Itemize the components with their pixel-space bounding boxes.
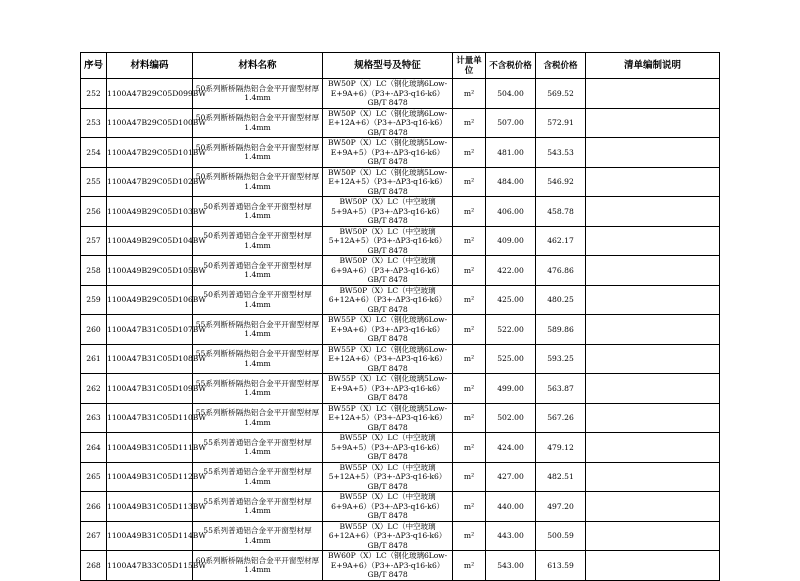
pre-tax-price: 425.00 — [486, 285, 536, 315]
spec-features: BW50P（X）LC（中空玻璃5+12A+5）（P3+-ΔP3-q16-k6）GB/T 8478 — [323, 226, 453, 256]
material-name: 60系列断桥隔热铝合金平开窗型材厚1.4mm — [193, 551, 323, 581]
table-row — [81, 403, 720, 433]
table-row — [81, 521, 720, 551]
note-cell — [586, 462, 720, 492]
note-cell — [586, 374, 720, 404]
row-number: 259 — [81, 285, 107, 315]
spec-features: BW55P（X）LC（中空玻璃6+12A+6）（P3+-ΔP3-q16-k6）GB/T 8478 — [323, 521, 453, 551]
pre-tax-price: 443.00 — [486, 521, 536, 551]
table-row — [81, 108, 720, 138]
pre-tax-price: 522.00 — [486, 315, 536, 345]
pre-tax-price: 424.00 — [486, 433, 536, 463]
spec-features: BW55P（X）LC（钢化玻璃6Low-E+9A+6）（P3+-ΔP3-q16-k6）GB/T 8478 — [323, 315, 453, 345]
note-cell — [586, 403, 720, 433]
row-number: 255 — [81, 167, 107, 197]
note-cell — [586, 492, 720, 522]
unit-of-measure: m² — [453, 197, 486, 227]
spec-features: BW55P（X）LC（中空玻璃6+9A+6）（P3+-ΔP3-q16-k6）GB/T 8478 — [323, 492, 453, 522]
material-name: 50系列普通铝合金平开窗型材厚1.4mm — [193, 226, 323, 256]
table-row — [81, 315, 720, 345]
pre-tax-price: 427.00 — [486, 462, 536, 492]
material-name: 55系列普通铝合金平开窗型材厚1.4mm — [193, 492, 323, 522]
unit-of-measure: m² — [453, 226, 486, 256]
material-name: 50系列普通铝合金平开窗型材厚1.4mm — [193, 256, 323, 286]
header-note: 清单编制说明 — [586, 53, 720, 79]
row-number: 256 — [81, 197, 107, 227]
table-row — [81, 79, 720, 109]
unit-of-measure: m² — [453, 521, 486, 551]
unit-of-measure: m² — [453, 403, 486, 433]
spec-features: BW50P（X）LC（钢化玻璃6Low-E+9A+6）（P3+-ΔP3-q16-k6）GB/T 8478 — [323, 79, 453, 109]
material-name: 50系列断桥隔热铝合金平开窗型材厚1.4mm — [193, 79, 323, 109]
pre-tax-price: 406.00 — [486, 197, 536, 227]
row-number: 263 — [81, 403, 107, 433]
table-row — [81, 344, 720, 374]
pre-tax-price: 440.00 — [486, 492, 536, 522]
material-name: 50系列普通铝合金平开窗型材厚1.4mm — [193, 197, 323, 227]
pre-tax-price: 502.00 — [486, 403, 536, 433]
spec-features: BW50P（X）LC（中空玻璃6+12A+6）（P3+-ΔP3-q16-k6）GB/T 8478 — [323, 285, 453, 315]
row-number: 267 — [81, 521, 107, 551]
material-code: 1100A49B29C05D106BW — [107, 285, 193, 315]
unit-of-measure: m² — [453, 138, 486, 168]
tax-incl-price: 546.92 — [536, 167, 586, 197]
material-name: 55系列断桥隔热铝合金平开窗型材厚1.4mm — [193, 403, 323, 433]
material-name: 55系列普通铝合金平开窗型材厚1.4mm — [193, 433, 323, 463]
pre-tax-price: 543.00 — [486, 551, 536, 581]
material-name: 55系列断桥隔热铝合金平开窗型材厚1.4mm — [193, 315, 323, 345]
spec-features: BW55P（X）LC（中空玻璃5+12A+5）（P3+-ΔP3-q16-k6）GB/T 8478 — [323, 462, 453, 492]
tax-incl-price: 500.59 — [536, 521, 586, 551]
table-row — [81, 226, 720, 256]
material-code: 1100A49B29C05D105BW — [107, 256, 193, 286]
tax-incl-price: 458.78 — [536, 197, 586, 227]
row-number: 266 — [81, 492, 107, 522]
spec-features: BW50P（X）LC（中空玻璃5+9A+5）（P3+-ΔP3-q16-k6）GB/T 8478 — [323, 197, 453, 227]
table-row — [81, 374, 720, 404]
unit-of-measure: m² — [453, 344, 486, 374]
row-number: 265 — [81, 462, 107, 492]
material-name: 50系列断桥隔热铝合金平开窗型材厚1.4mm — [193, 108, 323, 138]
material-name: 50系列断桥隔热铝合金平开窗型材厚1.4mm — [193, 167, 323, 197]
unit-of-measure: m² — [453, 433, 486, 463]
table-row — [81, 285, 720, 315]
unit-of-measure: m² — [453, 374, 486, 404]
tax-incl-price: 480.25 — [536, 285, 586, 315]
pre-tax-price: 504.00 — [486, 79, 536, 109]
unit-of-measure: m² — [453, 462, 486, 492]
row-number: 262 — [81, 374, 107, 404]
row-number: 258 — [81, 256, 107, 286]
row-number: 253 — [81, 108, 107, 138]
material-code: 1100A47B31C05D109BW — [107, 374, 193, 404]
spec-features: BW60P（X）LC（钢化玻璃6Low-E+9A+6）（P3+-ΔP3-q16-k6）GB/T 8478 — [323, 551, 453, 581]
tax-incl-price: 479.12 — [536, 433, 586, 463]
tax-incl-price: 543.53 — [536, 138, 586, 168]
unit-of-measure: m² — [453, 492, 486, 522]
tax-incl-price: 572.91 — [536, 108, 586, 138]
table-row — [81, 551, 720, 581]
header-pre-tax-price: 不含税价格 — [486, 53, 536, 79]
header-row — [81, 53, 720, 79]
spec-features: BW50P（X）LC（钢化玻璃6Low-E+12A+6）（P3+-ΔP3-q16-k6）GB/T 8478 — [323, 108, 453, 138]
unit-of-measure: m² — [453, 551, 486, 581]
row-number: 257 — [81, 226, 107, 256]
header-tax-incl-price: 含税价格 — [536, 53, 586, 79]
table-row — [81, 462, 720, 492]
spec-features: BW50P（X）LC（中空玻璃6+9A+6）（P3+-ΔP3-q16-k6）GB/T 8478 — [323, 256, 453, 286]
material-code: 1100A47B31C05D110BW — [107, 403, 193, 433]
note-cell — [586, 197, 720, 227]
material-name: 50系列断桥隔热铝合金平开窗型材厚1.4mm — [193, 138, 323, 168]
material-name: 55系列断桥隔热铝合金平开窗型材厚1.4mm — [193, 344, 323, 374]
header-spec: 规格型号及特征 — [323, 53, 453, 79]
material-code: 1100A47B29C05D101BW — [107, 138, 193, 168]
tax-incl-price: 476.86 — [536, 256, 586, 286]
tax-incl-price: 569.52 — [536, 79, 586, 109]
material-code: 1100A49B31C05D113BW — [107, 492, 193, 522]
pre-tax-price: 481.00 — [486, 138, 536, 168]
material-code: 1100A49B29C05D104BW — [107, 226, 193, 256]
header-name: 材料名称 — [193, 53, 323, 79]
spec-features: BW50P（X）LC（钢化玻璃5Low-E+12A+5）（P3+-ΔP3-q16-k6）GB/T 8478 — [323, 167, 453, 197]
row-number: 260 — [81, 315, 107, 345]
note-cell — [586, 108, 720, 138]
material-code: 1100A49B31C05D112BW — [107, 462, 193, 492]
row-number: 268 — [81, 551, 107, 581]
pre-tax-price: 409.00 — [486, 226, 536, 256]
unit-of-measure: m² — [453, 108, 486, 138]
pre-tax-price: 422.00 — [486, 256, 536, 286]
unit-of-measure: m² — [453, 285, 486, 315]
material-name: 55系列断桥隔热铝合金平开窗型材厚1.4mm — [193, 374, 323, 404]
tax-incl-price: 589.86 — [536, 315, 586, 345]
note-cell — [586, 79, 720, 109]
tax-incl-price: 462.17 — [536, 226, 586, 256]
material-code: 1100A47B33C05D115BW — [107, 551, 193, 581]
note-cell — [586, 344, 720, 374]
table-row — [81, 167, 720, 197]
table-row — [81, 492, 720, 522]
material-code: 1100A47B31C05D107BW — [107, 315, 193, 345]
row-number: 252 — [81, 79, 107, 109]
note-cell — [586, 226, 720, 256]
material-code: 1100A47B31C05D108BW — [107, 344, 193, 374]
spec-features: BW50P（X）LC（钢化玻璃5Low-E+9A+5）（P3+-ΔP3-q16-k6）GB/T 8478 — [323, 138, 453, 168]
material-name: 50系列普通铝合金平开窗型材厚1.4mm — [193, 285, 323, 315]
unit-of-measure: m² — [453, 315, 486, 345]
note-cell — [586, 551, 720, 581]
table-row — [81, 197, 720, 227]
note-cell — [586, 521, 720, 551]
header-no: 序号 — [81, 53, 107, 79]
unit-of-measure: m² — [453, 256, 486, 286]
spec-features: BW55P（X）LC（钢化玻璃5Low-E+9A+5）（P3+-ΔP3-q16-k6）GB/T 8478 — [323, 374, 453, 404]
tax-incl-price: 567.26 — [536, 403, 586, 433]
material-code: 1100A47B29C05D102BW — [107, 167, 193, 197]
tax-incl-price: 497.20 — [536, 492, 586, 522]
tax-incl-price: 482.51 — [536, 462, 586, 492]
unit-of-measure: m² — [453, 79, 486, 109]
note-cell — [586, 138, 720, 168]
table-row — [81, 138, 720, 168]
table-row — [81, 256, 720, 286]
header-code: 材料编码 — [107, 53, 193, 79]
note-cell — [586, 256, 720, 286]
material-code: 1100A49B31C05D111BW — [107, 433, 193, 463]
row-number: 261 — [81, 344, 107, 374]
spec-features: BW55P（X）LC（钢化玻璃5Low-E+12A+5）（P3+-ΔP3-q16-k6）GB/T 8478 — [323, 403, 453, 433]
material-code: 1100A47B29C05D099BW — [107, 79, 193, 109]
tax-incl-price: 593.25 — [536, 344, 586, 374]
pre-tax-price: 499.00 — [486, 374, 536, 404]
tax-incl-price: 563.87 — [536, 374, 586, 404]
price-list-table — [80, 52, 720, 581]
pre-tax-price: 525.00 — [486, 344, 536, 374]
pre-tax-price: 507.00 — [486, 108, 536, 138]
note-cell — [586, 433, 720, 463]
table-row — [81, 433, 720, 463]
pre-tax-price: 484.00 — [486, 167, 536, 197]
material-code: 1100A49B29C05D103BW — [107, 197, 193, 227]
row-number: 264 — [81, 433, 107, 463]
note-cell — [586, 315, 720, 345]
row-number: 254 — [81, 138, 107, 168]
header-unit: 计量单位 — [453, 53, 486, 79]
spec-features: BW55P（X）LC（中空玻璃5+9A+5）（P3+-ΔP3-q16-k6）GB/T 8478 — [323, 433, 453, 463]
note-cell — [586, 285, 720, 315]
material-code: 1100A49B31C05D114BW — [107, 521, 193, 551]
tax-incl-price: 613.59 — [536, 551, 586, 581]
unit-of-measure: m² — [453, 167, 486, 197]
note-cell — [586, 167, 720, 197]
material-name: 55系列普通铝合金平开窗型材厚1.4mm — [193, 462, 323, 492]
spec-features: BW55P（X）LC（钢化玻璃6Low-E+12A+6）（P3+-ΔP3-q16-k6）GB/T 8478 — [323, 344, 453, 374]
material-code: 1100A47B29C05D100BW — [107, 108, 193, 138]
material-name: 55系列普通铝合金平开窗型材厚1.4mm — [193, 521, 323, 551]
